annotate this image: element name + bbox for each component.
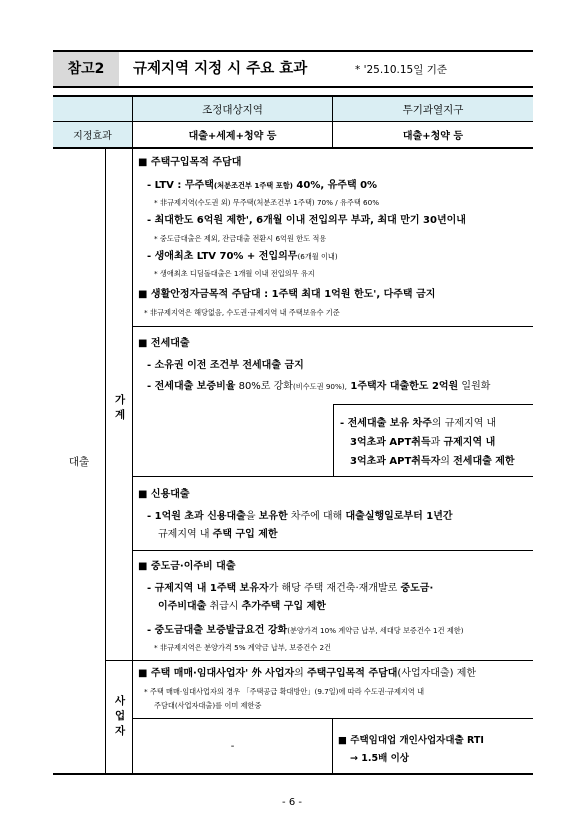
interim-note: * 非규제지역은 분양가격 5% 계약금 납부, 보증건수 2건: [154, 643, 331, 652]
credit-line-1: - 1억원 초과 신용대출을 보유한 차주에 대해 대출실행일로부터 1년간: [147, 511, 453, 522]
rti-ratio: → 1.5배 이상: [350, 753, 409, 764]
effect-speculation-district: 대출+청약 등: [333, 122, 533, 149]
living-fund-line: ■ 생활안정자금목적 주담대 : 1주택 최대 1억원 한도', 다주택 금지: [138, 289, 436, 300]
jeonse-line-2: - 전세대출 보증비율 80%로 강화(비수도권 90%), 1주택자 대출한도 2억원 일원화: [147, 381, 491, 392]
subrow-household: [106, 149, 133, 661]
jeonse-side-line-3: 3억초과 APT취득자의 전세대출 제한: [350, 456, 515, 467]
col-header-speculation-district: 투기과열지구: [333, 95, 533, 122]
living-fund-note: * 非규제지역은 해당없음, 수도권·규제지역 내 주택보유수 기준: [144, 308, 340, 317]
interim-line-2: 이주비대출 취급시 추가주택 구입 제한: [158, 601, 326, 612]
business-note-1: * 주택 매매·임대사업자의 경우 「주택공급 확대방안」(9.7일)에 따라 수도권·규제지역 내: [144, 687, 425, 696]
loan-cap-line: - 최대한도 6억원 제한', 6개월 이내 전입의무 부과, 최대 만기 30년이내: [147, 215, 466, 226]
first-time-buyer-line: - 생애최초 LTV 70% + 전입의무(6개월 이내): [147, 251, 338, 262]
col-header-adjustment-area: 조정대상지역: [133, 95, 333, 122]
corner-header-cell: [53, 95, 133, 122]
credit-title: ■ 신용대출: [138, 489, 190, 500]
subrow-business-label: 사업자: [115, 695, 126, 737]
appendix-title: 규제지역 지정 시 주요 효과: [133, 61, 308, 77]
appendix-tag: 참고2: [53, 52, 119, 86]
jeonse-line-1: - 소유권 이전 조건부 전세대출 금지: [147, 360, 304, 371]
page-number: - 6 -: [282, 797, 302, 808]
business-adjustment-cell: -: [133, 719, 333, 775]
row-header-effect: 지정효과: [53, 122, 133, 149]
interim-line-1: - 규제지역 내 1주택 보유자가 해당 주택 재건축·재개발로 중도금·: [147, 583, 434, 594]
subrow-business: [106, 661, 133, 775]
ltv-note: * 非규제지역(수도권 외) 무주택(처분조건부 1주택) 70% / 유주택 60%: [154, 198, 380, 207]
business-note-2: 주담대(사업자대출)를 이미 제한중: [154, 701, 262, 710]
interim-title: ■ 중도금·이주비 대출: [138, 561, 236, 572]
mortgage-title: ■ 주택구입목적 주담대: [138, 157, 242, 168]
subrow-household-label: 가계: [115, 394, 126, 421]
interim-line-3: - 중도금대출 보증발급요건 강화(분양가격 10% 계약금 납부, 세대당 보증건수 1건 제한): [147, 625, 464, 636]
jeonse-side-line-2: 3억초과 APT취득과 규제지역 내: [350, 437, 496, 448]
first-time-buyer-note: * 생애최초 디딤돌대출은 1개월 이내 전입의무 유지: [154, 269, 315, 278]
credit-line-2: 규제지역 내 주택 구입 제한: [158, 529, 278, 540]
jeonse-title: ■ 전세대출: [138, 338, 190, 349]
jeonse-side-line-1: - 전세대출 보유 차주의 규제지역 내: [340, 418, 497, 429]
appendix-header: [53, 50, 533, 88]
row-header-loan: 대출: [53, 149, 106, 775]
ltv-line: - LTV : 무주택(처분조건부 1주택 포함) 40%, 유주택 0%: [147, 180, 378, 191]
loan-cap-note: * 중도금대출은 제외, 잔금대출 전환시 6억원 한도 적용: [154, 234, 327, 243]
rti-line: ■ 주택임대업 개인사업자대출 RTI: [338, 735, 484, 746]
business-line-1: ■ 주택 매매·임대사업자' 外 사업자의 주택구입목적 주담대(사업자대출) 제한: [138, 668, 477, 679]
effect-adjustment-area: 대출+세제+청약 등: [133, 122, 333, 149]
reference-date-note: * '25.10.15일 기준: [355, 64, 447, 76]
